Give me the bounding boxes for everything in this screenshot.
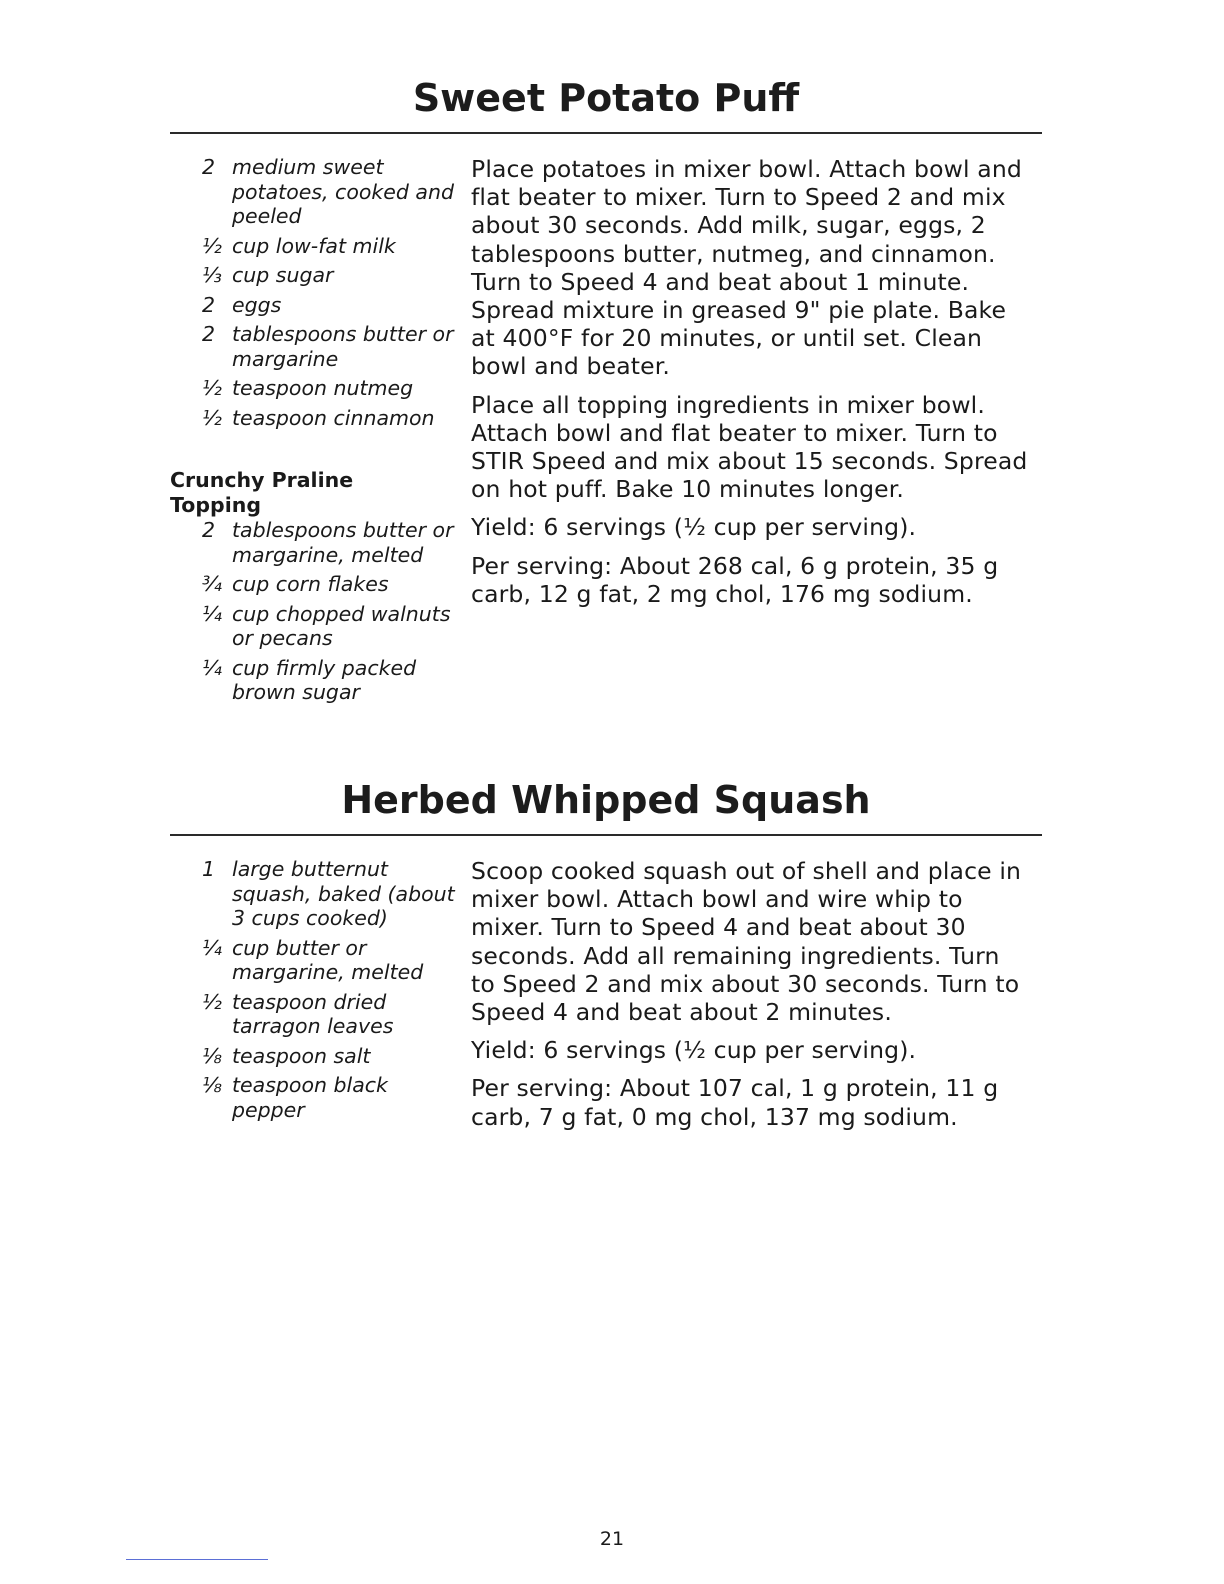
ingredient-item [170, 936, 460, 985]
ingredient-item [170, 263, 460, 288]
method-text [471, 155, 1031, 618]
ingredient-qty: ½ [202, 233, 222, 258]
ingredient-text: teaspoon black pepper [232, 1073, 388, 1122]
method-paragraph: Place potatoes in mixer bowl. Attach bowl and flat beater to mixer. Turn to Speed 2 and mix about 30 seconds. Add milk, sugar, eggs, 2 tablespoons butter, nutmeg, and cinnamon. Turn to Speed 4 and beat about 1 minute. Spread mixture in greased 9" pie plate. Bake at 400°F for 20 minutes, or until set. Clean bowl and beater. [471, 155, 1022, 381]
method-paragraph: Place all topping ingredients in mixer bowl. Attach bowl and flat beater to mixer. Turn to STIR Speed and mix about 15 seconds. Spread on hot puff. Bake 10 minutes longer. [471, 390, 1028, 504]
ingredient-item [170, 572, 460, 597]
ingredient-qty: ½ [202, 989, 222, 1014]
ingredient-text: cup low-fat milk [232, 233, 396, 258]
ingredient-text: large butternut squash, baked (about 3 cups cooked) [232, 857, 455, 930]
ingredient-item [170, 234, 460, 259]
footer-divider [126, 1559, 268, 1560]
ingredient-item [170, 656, 460, 705]
method-text [471, 857, 1031, 1141]
ingredient-qty: ¼ [202, 655, 222, 680]
ingredient-text: teaspoon cinnamon [232, 405, 435, 430]
ingredient-qty: ⅛ [202, 1073, 222, 1097]
ingredient-item [170, 990, 460, 1039]
ingredient-text: medium sweet potatoes, cooked and peeled [232, 155, 454, 228]
method-paragraph: Scoop cooked squash out of shell and place in mixer bowl. Attach bowl and wire whip to mixer. Turn to Speed 4 and beat about 30 seconds. Add all remaining ingredients. Turn to Speed 2 and mix about 30 seconds. Turn to Speed 4 and beat about 2 minutes. [471, 857, 1022, 1027]
ingredient-text: cup sugar [232, 263, 334, 287]
recipe-herbed-whipped-squash [170, 776, 1042, 1131]
ingredient-qty: ½ [202, 405, 222, 430]
nutrition-text: Per serving: About 268 cal, 6 g protein, 35 g carb, 12 g fat, 2 mg chol, 176 mg sodium. [471, 551, 999, 608]
ingredient-text: cup corn flakes [232, 572, 389, 596]
ingredient-text: teaspoon dried tarragon leaves [232, 989, 394, 1038]
ingredient-item [170, 857, 460, 931]
ingredient-text: tablespoons butter or margarine [232, 322, 454, 371]
ingredient-qty: ¾ [202, 572, 222, 596]
ingredient-item [170, 518, 460, 567]
ingredient-list [170, 155, 460, 710]
ingredient-text: teaspoon salt [232, 1043, 371, 1068]
ingredient-item [170, 155, 460, 229]
ingredient-qty: 1 [202, 857, 216, 881]
page-number: 21 [599, 1528, 625, 1550]
ingredient-text: eggs [232, 292, 282, 317]
ingredient-item [170, 293, 460, 318]
ingredient-qty: ½ [202, 376, 222, 400]
ingredient-list [170, 857, 460, 1127]
ingredient-item [170, 322, 460, 371]
subsection-title: Crunchy Praline Topping [170, 468, 354, 517]
ingredient-qty: 2 [202, 292, 216, 317]
ingredient-text: cup butter or margarine, melted [232, 935, 424, 984]
recipe-sweet-potato-puff [170, 74, 1042, 704]
ingredient-qty: 2 [202, 155, 216, 179]
ingredient-qty: ¼ [202, 601, 222, 626]
ingredient-item [170, 376, 460, 401]
ingredient-item [170, 1073, 460, 1122]
ingredient-qty: ¼ [202, 935, 222, 960]
ingredient-item [170, 1044, 460, 1069]
title-divider [170, 132, 1042, 134]
ingredient-text: tablespoons butter or margarine, melted [232, 518, 454, 567]
nutrition-text: Per serving: About 107 cal, 1 g protein, 11 g carb, 7 g fat, 0 mg chol, 137 mg sodium. [471, 1074, 999, 1131]
ingredient-item [170, 406, 460, 431]
ingredient-item [170, 602, 460, 651]
recipe-title: Herbed Whipped Squash [341, 778, 871, 822]
ingredient-qty: 2 [202, 518, 216, 542]
yield-text: Yield: 6 servings (½ cup per serving). [471, 1036, 917, 1065]
title-divider [170, 834, 1042, 836]
ingredient-text: cup firmly packed brown sugar [232, 655, 417, 704]
ingredient-text: cup chopped walnuts or pecans [232, 601, 451, 650]
ingredient-qty: ⅛ [202, 1043, 222, 1068]
recipe-title: Sweet Potato Puff [412, 76, 800, 120]
ingredient-qty: 2 [202, 322, 216, 346]
yield-text: Yield: 6 servings (½ cup per serving). [471, 513, 917, 542]
ingredient-text: teaspoon nutmeg [232, 376, 414, 400]
ingredient-qty: ⅓ [202, 263, 222, 287]
